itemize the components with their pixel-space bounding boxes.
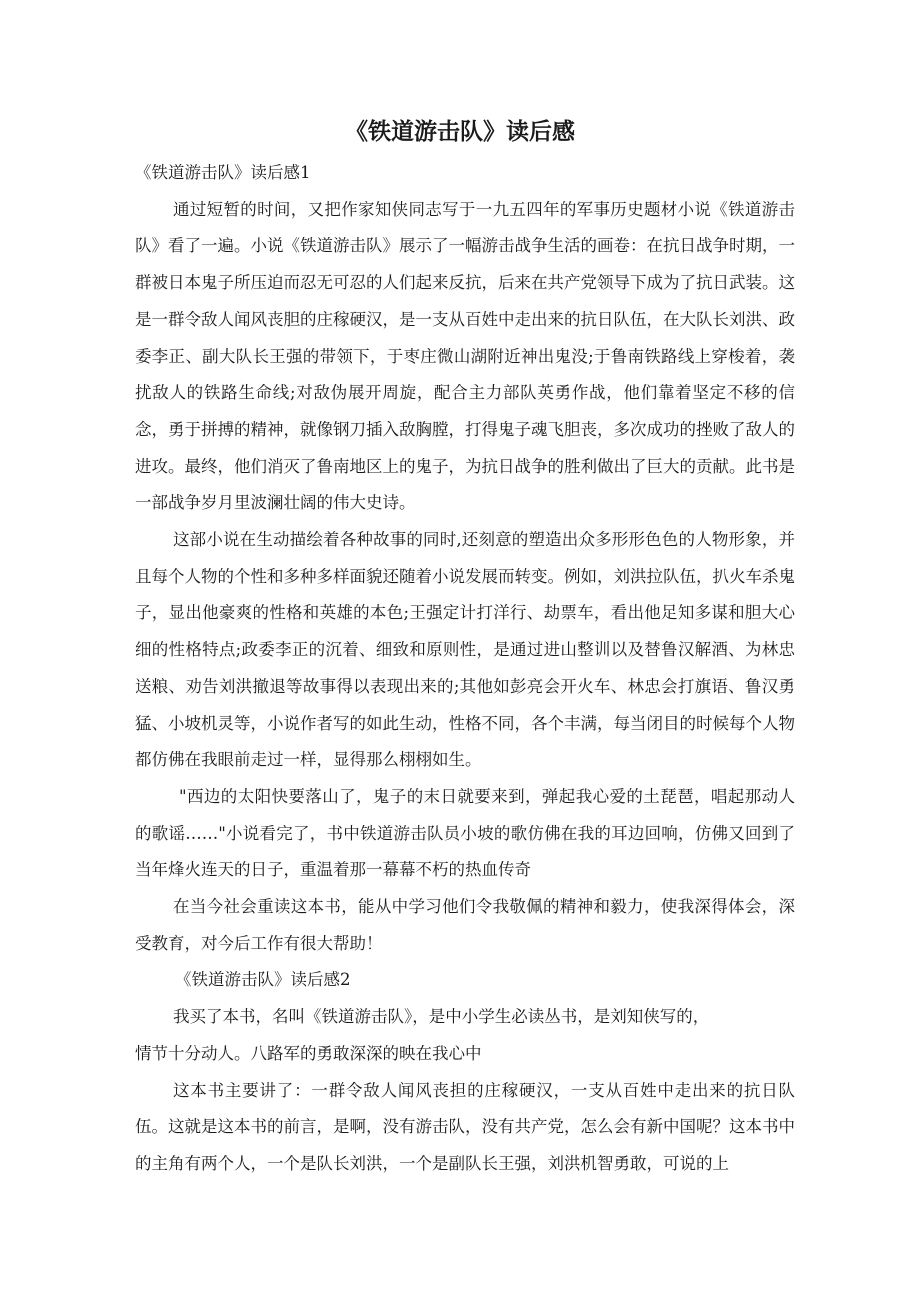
- paragraph: "西边的太阳快要落山了，鬼子的末日就要来到，弹起我心爱的土琵琶，唱起那动人的歌谣……"小说看完了，书中铁道游击队员小坡的歌仿佛在我的耳边回响，仿佛又回到了当年烽火连天的日子，重温着那一幕幕不朽的热血传奇: [135, 786, 795, 880]
- paragraph: 在当今社会重读这本书，能从中学习他们令我敬佩的精神和毅力，使我深得体会，深受教育，对今后工作有很大帮助！: [135, 897, 795, 953]
- section-heading-1: 《铁道游击队》读后感1: [135, 163, 311, 182]
- paragraph: 我买了本书，名叫《铁道游击队》，是中小学生必读丛书，是刘知侠写的，: [173, 1007, 710, 1027]
- paragraph: 情节十分动人。八路军的勇敢深深的映在我心中: [135, 1043, 482, 1063]
- paragraph: 这本书主要讲了：一群令敌人闻风丧担的庄稼硬汉，一支从百姓中走出来的抗日队伍。这就是这本书的前言，是啊，没有游击队，没有共产党，怎么会有新中国呢？这本书中的主角有两个人，一个是队长刘洪，一个是副队长王强，刘洪机智勇敢，可说的上: [135, 1080, 795, 1173]
- document-title: 《铁道游击队》读后感: [345, 119, 575, 145]
- paragraph: 这部小说在生动描绘着各种故事的同时,还刻意的塑造出众多形形色色的人物形象，并且每个人物的个性和多种多样面貌还随着小说发展而转变。例如，刘洪拉队伍，扒火车杀鬼子，显出他豪爽的性格和英雄的本色;王强定计打洋行、劫票车，看出他足知多谋和胆大心细的性格特点;政委李正的沉着、细致和原则性，是通过进山整训以及替鲁汉解酒、为林忠送粮、劝告刘洪撤退等故事得以表现出来的;其他如彭亮会开火车、林忠会打旗语、鲁汉勇猛、小坡机灵等，小说作者写的如此生动，性格不同，各个丰满，每当闭目的时候每个人物都仿佛在我眼前走过一样，显得那么栩栩如生。: [135, 530, 795, 770]
- paragraph: 通过短暂的时间，又把作家知侠同志写于一九五四年的军事历史题材小说《铁道游击队》看了一遍。小说《铁道游击队》展示了一幅游击战争生活的画卷：在抗日战争时期，一群被日本鬼子所压迫而忍无可忍的人们起来反抗，后来在共产党领导下成为了抗日武装。这是一群令敌人闻风丧胆的庄稼硬汉，是一支从百姓中走出来的抗日队伍，在大队长刘洪、政委李正、副大队长王强的带领下，于枣庄微山湖附近神出鬼没;于鲁南铁路线上穿梭着，袭扰敌人的铁路生命线;对敌伪展开周旋，配合主力部队英勇作战，他们靠着坚定不移的信念，勇于拼搏的精神，就像钢刀插入敌胸膛，打得鬼子魂飞胆丧，多次成功的挫败了敌人的进攻。最终，他们消灭了鲁南地区上的鬼子，为抗日战争的胜利做出了巨大的贡献。此书是一部战争岁月里波澜壮阔的伟大史诗。: [135, 199, 795, 513]
- section-heading-2: 《铁道游击队》读后感2: [175, 970, 351, 990]
- document-body: [135, 155, 795, 1183]
